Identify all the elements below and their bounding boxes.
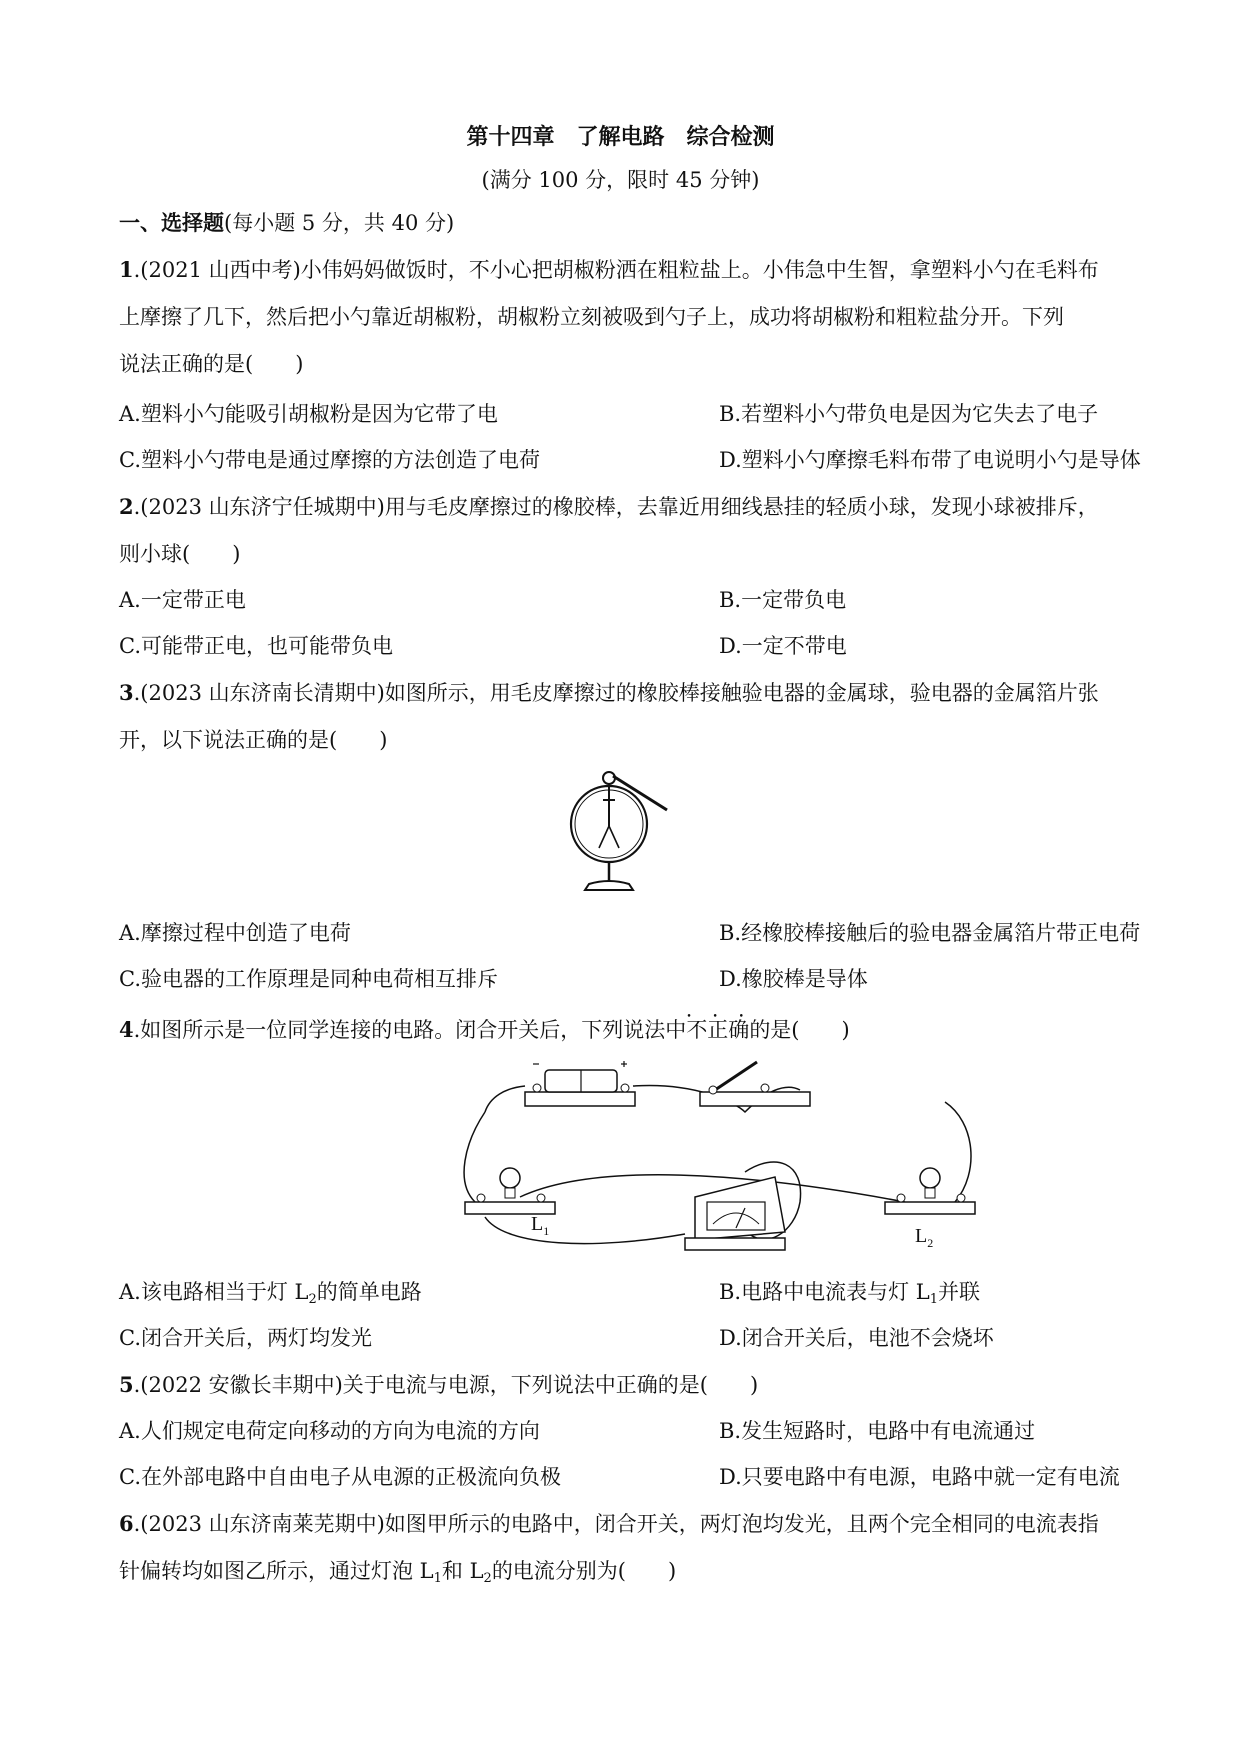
question-2-options-row-2 (119, 631, 847, 661)
emphasis-text: 不正确 • • • (686, 1018, 749, 1042)
question-text-end: 的是( ) (749, 1018, 850, 1042)
question-5-options-row-2 (119, 1462, 1120, 1492)
question-1-options-row-2 (119, 445, 1141, 475)
question-4-line-1 (119, 1015, 850, 1045)
question-3-options-row-2 (119, 964, 868, 994)
page-subtitle: (满分 100 分，限时 45 分钟) (481, 168, 760, 192)
option-a[interactable]: A.一定带正电 (119, 588, 246, 612)
page-title: 第十四章 了解电路 综合检测 (466, 124, 775, 150)
question-number: 1 (119, 257, 134, 282)
option-b[interactable]: B.电路中电流表与灯 $L_1$并联 (719, 1280, 981, 1307)
option-d[interactable]: D.塑料小勺摩擦毛料布带了电说明小勺是导体 (719, 448, 1141, 472)
question-3-options-row-1 (119, 918, 1141, 948)
option-c[interactable]: C.可能带正电，也可能带负电 (119, 634, 393, 658)
electroscope-figure (545, 766, 675, 904)
question-text: .(2023 山东济南长清期中)如图所示，用毛皮摩擦过的橡胶棒接触验电器的金属球，验电器的金属箔片张 (133, 681, 1099, 705)
option-b[interactable]: B.发生短路时，电路中有电流通过 (719, 1419, 1036, 1443)
option-d[interactable]: D.橡胶棒是导体 (719, 967, 868, 991)
question-number: 4 (119, 1017, 134, 1042)
option-b[interactable]: B.经橡胶棒接触后的验电器金属箔片带正电荷 (719, 921, 1141, 945)
question-4-options-row-2 (119, 1323, 994, 1353)
question-4-options-row-1 (119, 1277, 981, 1315)
question-text: .(2023 山东济宁任城期中)用与毛皮摩擦过的橡胶棒，去靠近用细线悬挂的轻质小球，发现小球被排斥， (133, 495, 1099, 519)
lamp-label-l2: $L_2$ (915, 1225, 934, 1250)
question-6-line-1 (119, 1509, 1099, 1539)
question-6-line-2: 针偏转均如图乙所示，通过灯泡 $L_1$和 $L_2$的电流分别为( ) (119, 1559, 677, 1586)
question-text: .(2022 安徽长丰期中)关于电流与电源，下列说法中正确的是( ) (133, 1373, 759, 1397)
question-3-line-2: 开，以下说法正确的是( ) (119, 728, 388, 752)
option-b[interactable]: B.若塑料小勺带负电是因为它失去了电子 (719, 402, 1099, 426)
option-c[interactable]: C.塑料小勺带电是通过摩擦的方法创造了电荷 (119, 448, 540, 472)
question-number: 5 (119, 1372, 134, 1397)
question-text: .如图所示是一位同学连接的电路。闭合开关后，下列说法中 (133, 1018, 687, 1042)
question-1-line-3: 说法正确的是( ) (119, 352, 304, 376)
question-text: .(2023 山东济南莱芜期中)如图甲所示的电路中，闭合开关，两灯泡均发光，且两个完全相同的电流表指 (133, 1512, 1099, 1536)
question-text: .(2021 山西中考)小伟妈妈做饭时，不小心把胡椒粉洒在粗粒盐上。小伟急中生智，拿塑料小勺在毛料布 (133, 258, 1099, 282)
question-1-line-1 (119, 255, 1099, 285)
option-d[interactable]: D.闭合开关后，电池不会烧坏 (719, 1326, 994, 1350)
section-title: 一、选择题 (119, 210, 224, 235)
question-2-options-row-1 (119, 585, 847, 615)
question-1-line-2: 上摩擦了几下，然后把小勺靠近胡椒粉，胡椒粉立刻被吸到勺子上，成功将胡椒粉和粗粒盐分开。下列 (119, 305, 1064, 329)
option-a[interactable]: A.塑料小勺能吸引胡椒粉是因为它带了电 (119, 402, 498, 426)
section-heading (119, 208, 454, 238)
option-d[interactable]: D.一定不带电 (719, 634, 847, 658)
circuit-figure (445, 1052, 1005, 1252)
question-2-line-1 (119, 492, 1099, 522)
section-note: (每小题 5 分，共 40 分) (224, 211, 455, 235)
option-c[interactable]: C.在外部电路中自由电子从电源的正极流向负极 (119, 1465, 561, 1489)
question-1-options-row-1 (119, 399, 1099, 429)
option-c[interactable]: C.闭合开关后，两灯均发光 (119, 1326, 372, 1350)
option-b[interactable]: B.一定带负电 (719, 588, 847, 612)
question-number: 2 (119, 494, 134, 519)
lamp-label-l1: $L_1$ (531, 1213, 550, 1238)
option-d[interactable]: D.只要电路中有电源，电路中就一定有电流 (719, 1465, 1120, 1489)
option-c[interactable]: C.验电器的工作原理是同种电荷相互排斥 (119, 967, 498, 991)
question-number: 3 (119, 680, 134, 705)
option-a[interactable]: A.摩擦过程中创造了电荷 (119, 921, 351, 945)
option-a[interactable]: A.该电路相当于灯 $L_2$的简单电路 (119, 1280, 422, 1307)
option-a[interactable]: A.人们规定电荷定向移动的方向为电流的方向 (119, 1419, 540, 1443)
question-5-line-1 (119, 1370, 758, 1400)
question-2-line-2: 则小球( ) (119, 542, 241, 566)
question-number: 6 (119, 1511, 134, 1536)
question-3-line-1 (119, 678, 1099, 708)
question-5-options-row-1 (119, 1416, 1036, 1446)
